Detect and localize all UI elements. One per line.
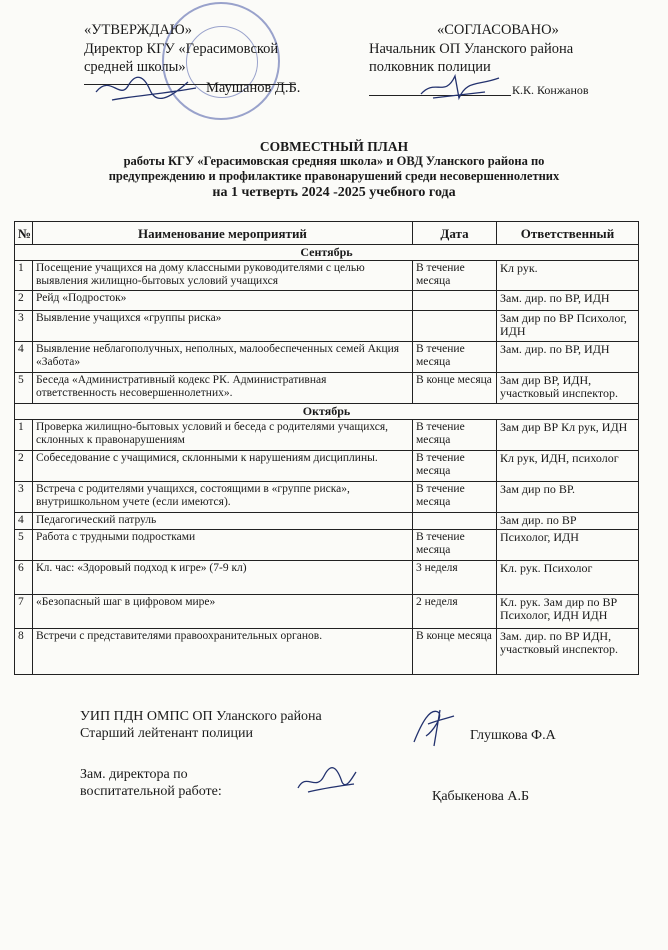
row-event: Встречи с представителями правоохранительных органов. bbox=[33, 629, 413, 675]
row-number: 1 bbox=[15, 420, 33, 451]
row-number: 1 bbox=[15, 261, 33, 291]
table-row bbox=[15, 261, 639, 291]
row-number: 5 bbox=[15, 373, 33, 404]
row-event: Кл. час: «Здоровый подход к игре» (7-9 кл) bbox=[33, 561, 413, 595]
row-date: В течение месяца bbox=[413, 482, 497, 513]
row-responsible: Зам дир. по ВР bbox=[497, 513, 639, 530]
row-date: 3 неделя bbox=[413, 561, 497, 595]
row-responsible: Кл. рук. Психолог bbox=[497, 561, 639, 595]
table-row bbox=[15, 561, 639, 595]
row-responsible: Зам. дир. по ВР ИДН, участковый инспектор. bbox=[497, 629, 639, 675]
table-header-row bbox=[15, 222, 639, 245]
row-date bbox=[413, 291, 497, 311]
agreed-position: Начальник ОП Уланского района bbox=[369, 41, 574, 57]
row-responsible: Кл рук. bbox=[497, 261, 639, 291]
row-responsible: Зам. дир. по ВР, ИДН bbox=[497, 342, 639, 373]
table-row bbox=[15, 482, 639, 513]
table-row bbox=[15, 530, 639, 561]
row-number: 6 bbox=[15, 561, 33, 595]
table-row bbox=[15, 311, 639, 342]
row-responsible: Зам дир ВР Кл рук, ИДН bbox=[497, 420, 639, 451]
row-responsible: Кл. рук. Зам дир по ВР Психолог, ИДН ИДН bbox=[497, 595, 639, 629]
col-header-number: № bbox=[15, 222, 33, 245]
row-event: Посещение учащихся на дому классными руководителями с целью выявления жилищно-бытовых условий учащихся bbox=[33, 261, 413, 291]
row-event: Рейд «Подросток» bbox=[33, 291, 413, 311]
row-date: В течение месяца bbox=[413, 342, 497, 373]
col-header-date: Дата bbox=[413, 222, 497, 245]
row-number: 3 bbox=[15, 311, 33, 342]
plan-subtitle-2: предупреждению и профилактике правонарушений среди несовершеннолетних bbox=[108, 169, 560, 183]
row-number: 8 bbox=[15, 629, 33, 675]
approved-org: средней школы» bbox=[84, 59, 186, 75]
row-number: 5 bbox=[15, 530, 33, 561]
col-header-responsible: Ответственный bbox=[497, 222, 639, 245]
row-responsible: Зам дир по ВР Психолог, ИДН bbox=[497, 311, 639, 342]
table-row bbox=[15, 420, 639, 451]
row-event: Работа с трудными подростками bbox=[33, 530, 413, 561]
row-responsible: Кл рук, ИДН, психолог bbox=[497, 451, 639, 482]
police-signature bbox=[415, 68, 505, 104]
row-event: «Безопасный шаг в цифровом мире» bbox=[33, 595, 413, 629]
row-date: В течение месяца bbox=[413, 530, 497, 561]
table-row bbox=[15, 291, 639, 311]
upd-position-line1: УИП ПДН ОМПС ОП Уланского района bbox=[80, 709, 322, 724]
deputy-position-line1: Зам. директора по bbox=[80, 767, 188, 782]
row-number: 2 bbox=[15, 291, 33, 311]
table-row bbox=[15, 513, 639, 530]
approved-heading: «УТВЕРЖДАЮ» bbox=[84, 22, 192, 38]
row-date: В течение месяца bbox=[413, 451, 497, 482]
section-september: Сентябрь bbox=[15, 245, 639, 261]
section-october: Октябрь bbox=[15, 404, 639, 420]
approved-position: Директор КГУ «Герасимовской bbox=[84, 41, 279, 57]
row-date: В конце месяца bbox=[413, 373, 497, 404]
deputy-name: Қабыкенова А.Б bbox=[432, 789, 530, 804]
row-event: Выявление учащихся «группы риска» bbox=[33, 311, 413, 342]
col-header-event: Наименование мероприятий bbox=[33, 222, 413, 245]
row-event: Встреча с родителями учащихся, состоящими в «группе риска», внутришкольном учете (если имеются). bbox=[33, 482, 413, 513]
row-date bbox=[413, 513, 497, 530]
upd-signature bbox=[404, 702, 460, 752]
upd-position-line2: Старший лейтенант полиции bbox=[80, 726, 254, 741]
row-event: Беседа «Административный кодекс РК. Административная ответственность несовершеннолетних». bbox=[33, 373, 413, 404]
row-number: 7 bbox=[15, 595, 33, 629]
row-date: 2 неделя bbox=[413, 595, 497, 629]
row-number: 4 bbox=[15, 342, 33, 373]
row-event: Собеседование с учащимися, склонными к нарушениям дисциплины. bbox=[33, 451, 413, 482]
row-event: Проверка жилищно-бытовых условий и беседа с родителями учащихся, склонных к правонарушениям bbox=[33, 420, 413, 451]
director-signature bbox=[92, 70, 202, 110]
row-number: 2 bbox=[15, 451, 33, 482]
row-responsible: Зам дир по ВР. bbox=[497, 482, 639, 513]
agreed-heading: «СОГЛАСОВАНО» bbox=[437, 22, 559, 38]
row-date: В течение месяца bbox=[413, 261, 497, 291]
deputy-position-line2: воспитательной работе: bbox=[80, 784, 222, 799]
agreed-name: К.К. Конжанов bbox=[512, 83, 589, 97]
row-date: В конце месяца bbox=[413, 629, 497, 675]
upd-name: Глушкова Ф.А bbox=[470, 728, 556, 743]
row-number: 3 bbox=[15, 482, 33, 513]
table-row bbox=[15, 342, 639, 373]
plan-title: СОВМЕСТНЫЙ ПЛАН bbox=[259, 139, 409, 154]
row-responsible: Зам дир ВР, ИДН, участковый инспектор. bbox=[497, 373, 639, 404]
plan-table bbox=[14, 221, 639, 675]
table-row bbox=[15, 629, 639, 675]
row-number: 4 bbox=[15, 513, 33, 530]
deputy-signature bbox=[294, 764, 358, 798]
row-date bbox=[413, 311, 497, 342]
row-event: Выявление неблагополучных, неполных, малообеспеченных семей Акция «Забота» bbox=[33, 342, 413, 373]
table-row bbox=[15, 595, 639, 629]
table-row bbox=[15, 451, 639, 482]
row-event: Педагогический патруль bbox=[33, 513, 413, 530]
row-responsible: Психолог, ИДН bbox=[497, 530, 639, 561]
plan-period: на 1 четверть 2024 -2025 учебного года bbox=[212, 185, 456, 200]
agreed-rank: полковник полиции bbox=[369, 59, 491, 75]
row-responsible: Зам. дир. по ВР, ИДН bbox=[497, 291, 639, 311]
row-date: В течение месяца bbox=[413, 420, 497, 451]
approved-name: Маушанов Д.Б. bbox=[206, 80, 301, 96]
plan-subtitle-1: работы КГУ «Герасимовская средняя школа» и ОВД Уланского района по bbox=[123, 154, 545, 168]
table-row bbox=[15, 373, 639, 404]
